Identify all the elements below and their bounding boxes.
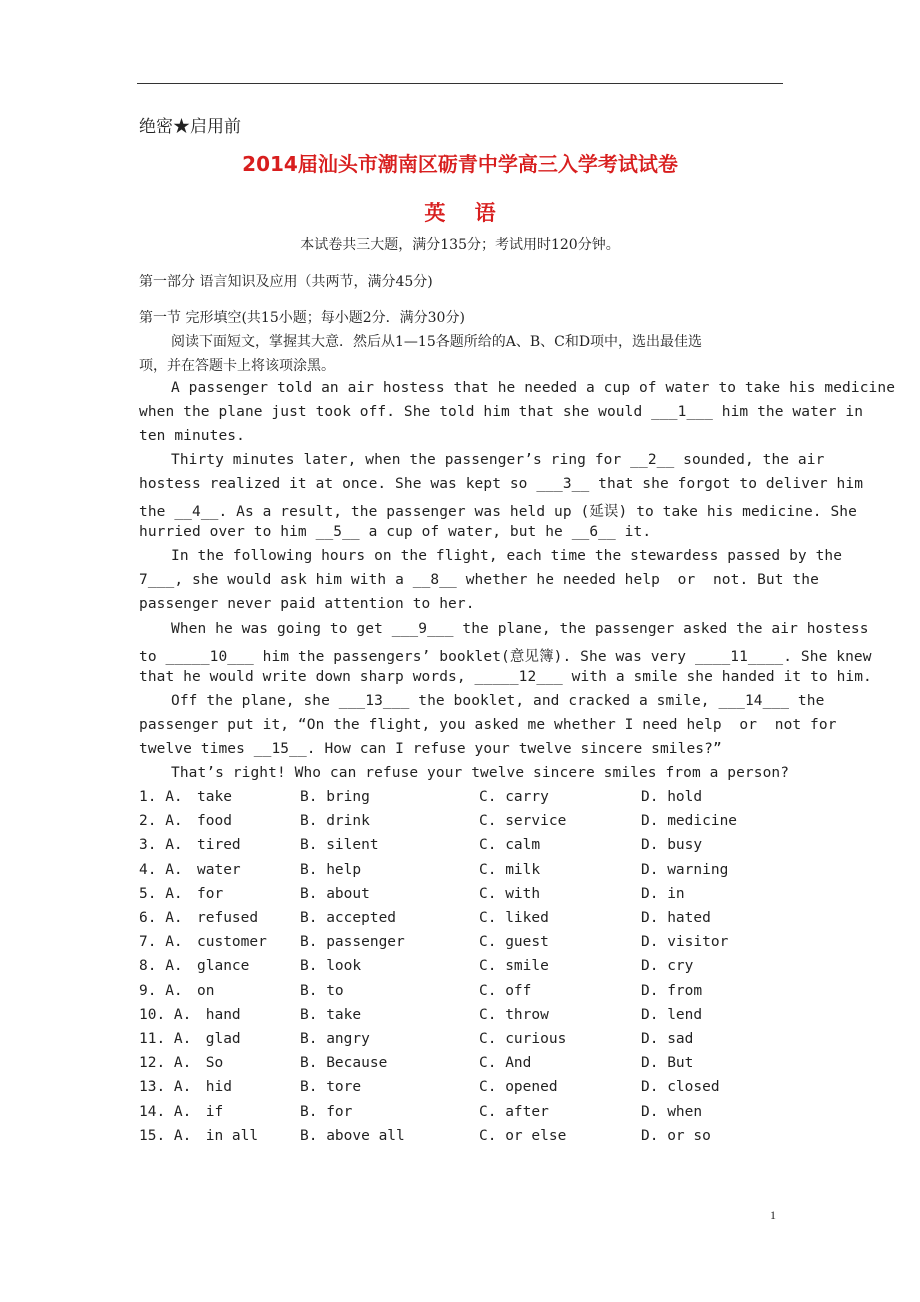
option-b: B. angry [300, 1031, 370, 1047]
passage-line: hurried over to him __5__ a cup of water, but he __6__ it. [139, 524, 652, 540]
option-a: glad [197, 1031, 241, 1047]
option-d: D. hold [641, 789, 703, 805]
option-c: C. or else [479, 1128, 567, 1144]
option-b: B. silent [300, 837, 379, 853]
option-c: C. service [479, 813, 567, 829]
question-number: 7. A. [139, 934, 183, 950]
option-d: D. closed [641, 1079, 720, 1095]
option-c: C. after [479, 1104, 549, 1120]
option-c: C. milk [479, 862, 541, 878]
option-a: hand [197, 1007, 241, 1023]
confidential-label: 绝密★启用前 [139, 117, 241, 137]
option-a: take [197, 789, 232, 805]
option-a: hid [197, 1079, 232, 1095]
passage-line: ten minutes. [139, 428, 245, 444]
question-number: 15. A. [139, 1128, 192, 1144]
option-c: C. guest [479, 934, 549, 950]
passage-line: passenger put it, “On the flight, you asked me whether I need help or not for [139, 717, 837, 733]
option-c: C. smile [479, 958, 549, 974]
blank-7: 7___ [139, 572, 175, 588]
option-b: B. Because [300, 1055, 388, 1071]
question-number: 4. A. [139, 862, 183, 878]
option-b: B. for [300, 1104, 353, 1120]
option-d: D. warning [641, 862, 729, 878]
passage-line: When he was going to get ___9___ the plane, the passenger asked the air hostess [171, 621, 869, 637]
passage-line: In the following hours on the flight, each time the stewardess passed by the [171, 548, 843, 564]
option-a: customer [197, 934, 267, 950]
option-b: B. above all [300, 1128, 405, 1144]
option-c: C. carry [479, 789, 549, 805]
passage-line: Off the plane, she ___13___ the booklet, and cracked a smile, ___14___ the [171, 693, 825, 709]
blank-10: _____10___ [165, 649, 254, 665]
question-number: 9. A. [139, 983, 183, 999]
blank-1: ___1___ [651, 404, 713, 420]
blank-3: ___3__ [536, 476, 590, 492]
option-b: B. drink [300, 813, 370, 829]
option-a: refused [197, 910, 259, 926]
option-d: D. from [641, 983, 703, 999]
option-b: B. passenger [300, 934, 405, 950]
option-a: water [197, 862, 241, 878]
option-b: B. look [300, 958, 362, 974]
option-b: B. to [300, 983, 344, 999]
passage-line: twelve times __15__. How can I refuse your twelve sincere smiles?” [139, 741, 722, 757]
question-number: 8. A. [139, 958, 183, 974]
section-one-heading: 第一节 完形填空(共15小题；每小题2分．满分30分) [139, 310, 465, 326]
option-c: C. liked [479, 910, 549, 926]
option-a: So [197, 1055, 224, 1071]
question-number: 11. A. [139, 1031, 192, 1047]
question-number: 2. A. [139, 813, 183, 829]
option-b: B. about [300, 886, 370, 902]
option-a: in all [197, 1128, 259, 1144]
option-d: D. hated [641, 910, 711, 926]
passage-line: A passenger told an air hostess that he needed a cup of water to take his medicine [171, 380, 896, 396]
blank-9: ___9___ [391, 621, 454, 637]
option-d: D. or so [641, 1128, 711, 1144]
part-one-heading: 第一部分 语言知识及应用（共两节，满分45分) [139, 274, 433, 290]
option-d: D. cry [641, 958, 694, 974]
option-c: C. with [479, 886, 541, 902]
directions-line-1: 阅读下面短文，掌握其大意．然后从1—15各题所给的A、B、C和D项中，选出最佳选 [171, 334, 703, 350]
header-rule [137, 83, 783, 84]
option-d: D. busy [641, 837, 703, 853]
option-b: B. take [300, 1007, 362, 1023]
option-b: B. bring [300, 789, 370, 805]
option-a: food [197, 813, 232, 829]
exam-title: 2014届汕头市潮南区砺青中学高三入学考试试卷 [242, 152, 678, 176]
blank-13: ___13___ [338, 693, 410, 709]
blank-15: __15__ [253, 741, 307, 757]
page-number: 1 [770, 1208, 776, 1222]
passage-line: That’s right! Who can refuse your twelve sincere smiles from a person? [171, 765, 790, 781]
blank-11: ____11____ [694, 649, 784, 665]
option-a: if [197, 1104, 224, 1120]
option-b: B. accepted [300, 910, 397, 926]
blank-6: __6__ [571, 524, 616, 540]
question-number: 10. A. [139, 1007, 192, 1023]
blank-14: ___14___ [718, 693, 790, 709]
blank-2: __2__ [630, 452, 675, 468]
exam-intro: 本试卷共三大题，满分135分；考试用时120分钟。 [300, 237, 620, 253]
option-d: D. medicine [641, 813, 738, 829]
option-b: B. help [300, 862, 362, 878]
option-a: tired [197, 837, 241, 853]
question-number: 1. A. [139, 789, 183, 805]
option-a: glance [197, 958, 250, 974]
option-c: C. calm [479, 837, 541, 853]
question-number: 3. A. [139, 837, 183, 853]
question-number: 12. A. [139, 1055, 192, 1071]
option-c: C. curious [479, 1031, 567, 1047]
subject-title: 英 语 [424, 201, 496, 225]
passage-line: when the plane just took off. She told him that she would ___1___ him the water in [139, 404, 864, 420]
passage-line: hostess realized it at once. She was kept so ___3__ that she forgot to deliver him [139, 476, 864, 492]
option-d: D. sad [641, 1031, 694, 1047]
option-d: D. visitor [641, 934, 729, 950]
passage-line: that he would write down sharp words, _____12___ with a smile she handed it to him. [139, 669, 872, 685]
option-d: D. in [641, 886, 685, 902]
option-d: D. lend [641, 1007, 703, 1023]
blank-5: __5__ [315, 524, 360, 540]
question-number: 14. A. [139, 1104, 192, 1120]
option-b: B. tore [300, 1079, 362, 1095]
option-d: D. But [641, 1055, 694, 1071]
blank-4: __4__ [174, 504, 219, 520]
option-d: D. when [641, 1104, 703, 1120]
passage-line: the __4__. As a result, the passenger was held up (延误) to take his medicine. She [139, 504, 857, 520]
question-number: 6. A. [139, 910, 183, 926]
blank-12: _____12___ [474, 669, 563, 685]
option-c: C. throw [479, 1007, 549, 1023]
option-c: C. And [479, 1055, 532, 1071]
question-number: 5. A. [139, 886, 183, 902]
passage-line: passenger never paid attention to her. [139, 596, 475, 612]
option-a: for [197, 886, 224, 902]
option-c: C. off [479, 983, 532, 999]
passage-line: 7___, she would ask him with a __8__ whether he needed help or not. But the [139, 572, 819, 588]
directions-line-2: 项，并在答题卡上将该项涂黑。 [139, 358, 335, 374]
passage-line: to _____10___ him the passengers’ booklet(意见簿). She was very ____11____. She knew [139, 649, 872, 665]
blank-8: __8__ [412, 572, 457, 588]
question-number: 13. A. [139, 1079, 192, 1095]
option-c: C. opened [479, 1079, 558, 1095]
option-a: on [197, 983, 215, 999]
passage-line: Thirty minutes later, when the passenger’s ring for __2__ sounded, the air [171, 452, 825, 468]
